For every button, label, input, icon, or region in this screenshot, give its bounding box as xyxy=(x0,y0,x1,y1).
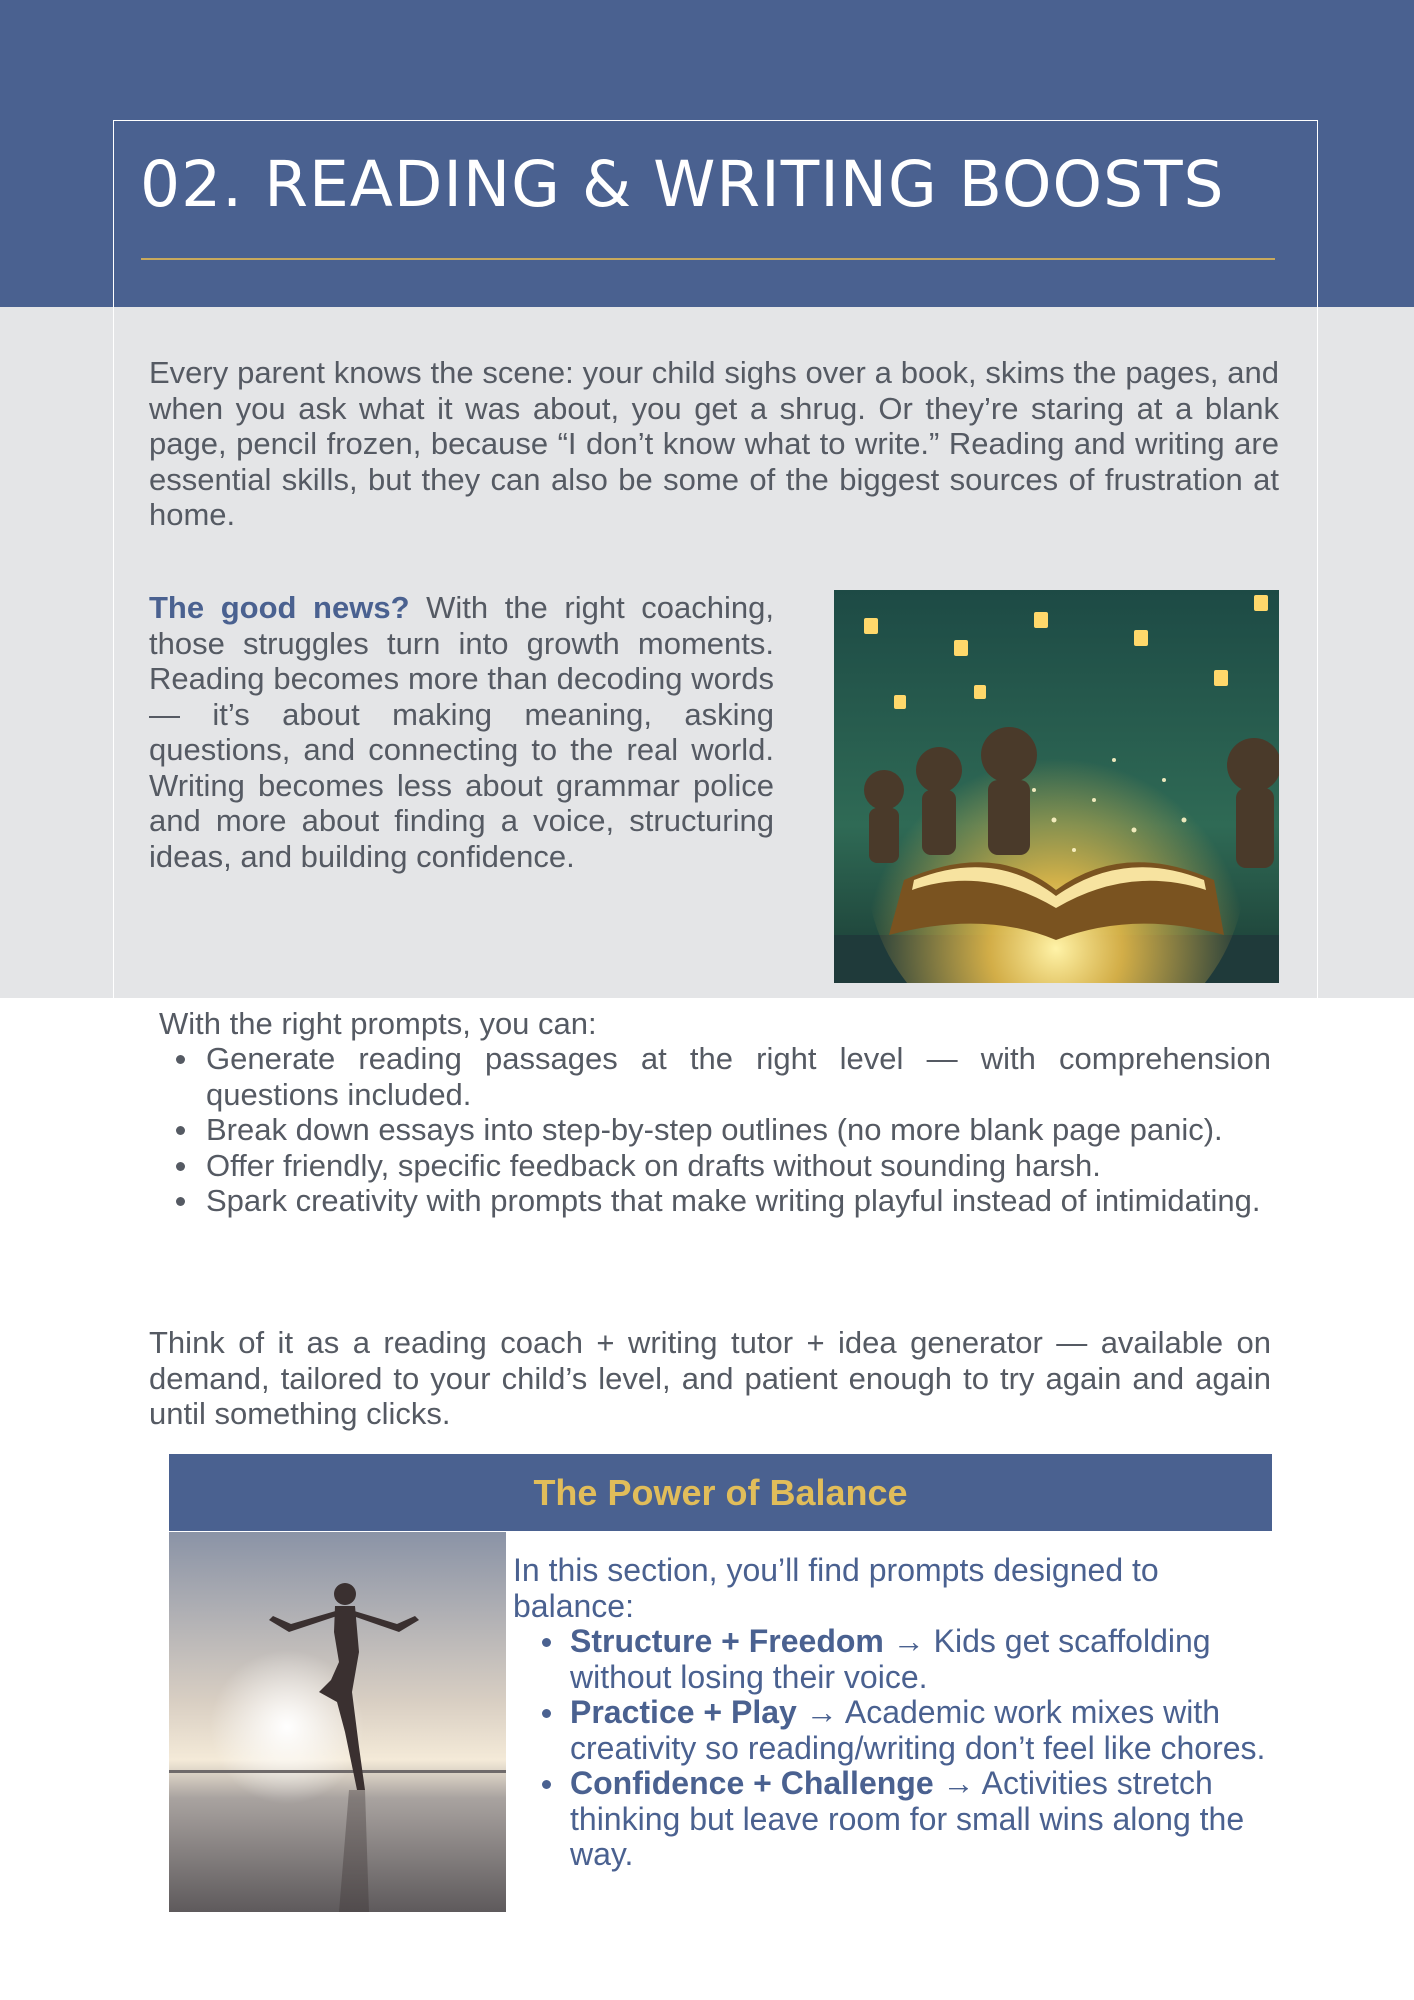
balance-desc: → Academic work mixes with creativity so reading/writing don’t feel like chores. xyxy=(570,1694,1266,1766)
balance-term: Confidence + Challenge xyxy=(570,1765,934,1801)
list-item xyxy=(570,1624,1283,1695)
closing-paragraph: Think of it as a reading coach + writing tutor + idea generator — available on demand, tailored to your child’s level, and patient enough to try again and again until something clicks. xyxy=(149,1325,1271,1431)
balance-heading: The Power of Balance xyxy=(533,1471,908,1513)
list-item: Offer friendly, specific feedback on drafts without sounding harsh. xyxy=(206,1148,1271,1184)
list-item: Spark creativity with prompts that make writing playful instead of intimidating. xyxy=(206,1183,1271,1219)
balance-list xyxy=(570,1624,1283,1873)
title-divider xyxy=(141,258,1275,260)
intro-paragraph: Every parent knows the scene: your child sighs over a book, skims the pages, and when you ask what it was about, you get a shrug. Or they’re staring at a blank page, pencil frozen, because “I don’t know what to write.” Reading and writing are essential skills, but they can also be some of the biggest sources of frustration at home. xyxy=(149,355,1279,532)
balance-desc: → Kids get scaffolding without losing their voice. xyxy=(570,1623,1211,1695)
balance-content xyxy=(513,1553,1283,1873)
yoga-silhouette-photo xyxy=(169,1532,506,1912)
children-reading-illustration xyxy=(834,590,1279,983)
balance-desc: → Activities stretch thinking but leave room for small wins along the way. xyxy=(570,1765,1245,1872)
prompts-intro: With the right prompts, you can: xyxy=(159,1006,597,1041)
prompts-list xyxy=(206,1041,1271,1219)
good-news-lead: The good news? xyxy=(149,590,410,625)
list-item: Break down essays into step-by-step outlines (no more blank page panic). xyxy=(206,1112,1271,1148)
balance-heading-bar xyxy=(169,1454,1272,1531)
list-item xyxy=(570,1695,1283,1766)
balance-intro: In this section, you’ll find prompts designed to balance: xyxy=(513,1552,1159,1624)
list-item xyxy=(570,1766,1283,1873)
balance-term: Structure + Freedom xyxy=(570,1623,884,1659)
good-news-text: With the right coaching, those struggles turn into growth moments. Reading becomes more than decoding words — it’s about making meaning, asking questions, and connecting to the real world. Writing becomes less about grammar police and more about finding a voice, structuring ideas, and building confidence. xyxy=(149,590,774,874)
page-title: 02. READING & WRITING BOOSTS xyxy=(140,148,1225,221)
balance-term: Practice + Play xyxy=(570,1694,797,1730)
good-news-paragraph xyxy=(149,590,774,874)
list-item: Generate reading passages at the right level — with comprehension questions included. xyxy=(206,1041,1271,1112)
